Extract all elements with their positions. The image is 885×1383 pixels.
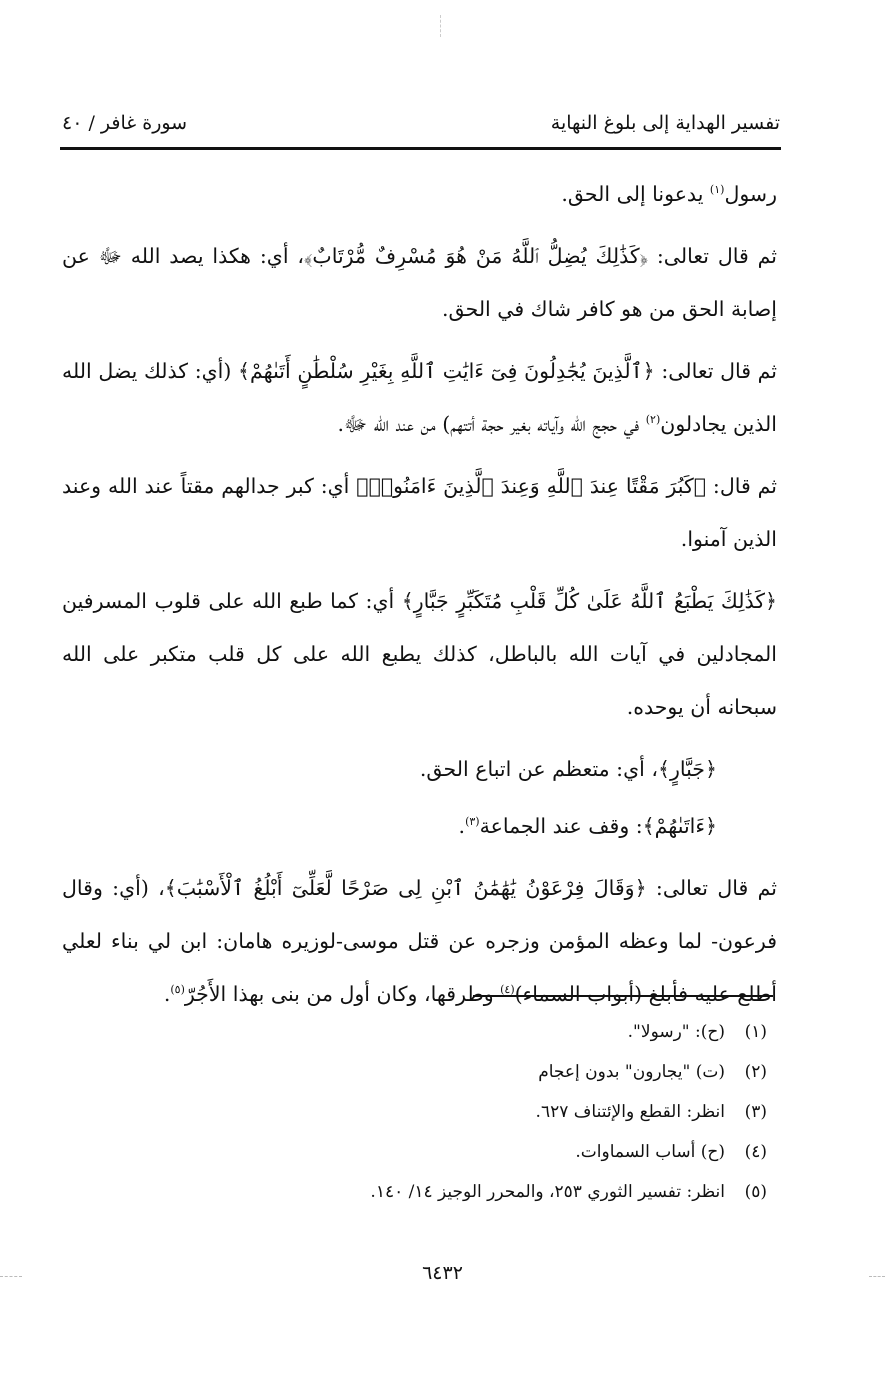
footnote-text: انظر: القطع والإئتناف ٦٢٧.: [535, 1102, 725, 1122]
quran-verse: ﴿كَذَٰلِكَ يَطْبَعُ ٱللَّهُ عَلَىٰ كُلِّ قَلْبِ مُتَكَبِّرٍ جَبَّارٍ﴾: [401, 589, 777, 613]
paragraph: ثم قال تعالى: ﴿وَقَالَ فِرْعَوْنُ يَٰهَٰمَٰنُ ٱبْنِ لِى صَرْحًا لَّعَلِّىٓ أَبْلُغُ ٱلْأَسْبَٰبَ﴾، (أي: وقال فرعون- لما وعظه المؤمن وزجره عن قتل موسى-لوزيره هامان: ابن لي بناء لعلي أطلع عليه فأبلغ (أبواب السماء)$^{(٤)}$ وطرقها، وكان أول من بنى بهذا الأَجُرّ$^{(٥)}$.: [62, 876, 777, 1006]
footnote-separator: [473, 995, 773, 997]
scan-mark-right: [869, 1276, 885, 1277]
sura-label: سورة غافر / ٤٠: [62, 112, 188, 134]
footnote: [207, 1012, 767, 1052]
paragraph: رسول$^{(١)}$ يدعونا إلى الحق.: [561, 182, 777, 206]
footnote: [207, 1132, 767, 1172]
paragraph: ﴿كَذَٰلِكَ يَطْبَعُ ٱللَّهُ عَلَىٰ كُلِّ قَلْبِ مُتَكَبِّرٍ جَبَّارٍ﴾ أي: كما طبع الله على قلوب المسرفين المجادلين في آيات الله بالباطل، كذلك يطبع الله على كل قلب متكبر على الله سبحانه أن يوحده.: [62, 589, 777, 719]
footnote-number: (٤): [744, 1142, 767, 1162]
paragraph: ثم قال: ﴿كَبُرَ مَقْتًا عِندَ ٱللَّهِ وَعِندَ ٱلَّذِينَ ءَامَنُوا۟﴾ أي: كبر جدالهم مقتاً عند الله وعند الذين آمنوا.: [62, 474, 778, 551]
paragraph: ثم قال تعالى: ﴿كَذَٰلِكَ يُضِلُّ ٱللَّهُ مَنْ هُوَ مُسْرِفٌ مُّرْتَابٌ﴾، أي: هكذا يصد الله ﷻ عن إصابة الحق من هو كافر شاك في الحق.: [62, 244, 778, 321]
footnote-text: (ح) أساب السماوات.: [575, 1142, 725, 1162]
footnote-text: (ت) "يجارون" بدون إعجام: [538, 1062, 725, 1082]
footnote: [207, 1092, 767, 1132]
footnote-number: (٥): [744, 1182, 767, 1202]
paragraph: ﴿ءَاتَىٰهُمْ﴾: وقف عند الجماعة$^{(٣)}$.: [458, 814, 717, 838]
footnote-text: (ح): "رسولا".: [627, 1022, 725, 1042]
paragraph: ثم قال تعالى: ﴿ٱلَّذِينَ يُجَٰدِلُونَ فِىٓ ءَايَٰتِ ٱللَّهِ بِغَيْرِ سُلْطَٰنٍ أَتَىٰهُمْ﴾ (أي: كذلك يضل الله الذين يجادلون$^{(٢)}$ في حجج الله وآياته بغير حجة أتتهم) من عند الله ﷻ.: [62, 359, 778, 436]
quran-verse: ﴿جَبَّارٍ﴾: [657, 757, 717, 781]
page-number: ٦٤٣٢: [422, 1262, 463, 1284]
quran-verse: ﴿كَبُرَ مَقْتًا عِندَ ٱللَّهِ وَعِندَ ٱلَّذِينَ ءَامَنُوا۟﴾: [356, 474, 707, 498]
paragraph: ﴿جَبَّارٍ﴾، أي: متعظم عن اتباع الحق.: [419, 757, 717, 781]
scan-mark-left: [0, 1276, 22, 1277]
footnote: [207, 1052, 767, 1092]
footnote-text: انظر: تفسير الثوري ٢٥٣، والمحرر الوجيز ١٤/ ١٤٠.: [370, 1182, 725, 1202]
quran-verse: ﴿ءَاتَىٰهُمْ﴾: [642, 814, 717, 838]
footnote-number: (١): [744, 1022, 767, 1042]
footnote: [207, 1172, 767, 1212]
footnote-number: (٢): [744, 1062, 767, 1082]
footnote-ref: (١): [709, 183, 725, 197]
quran-verse: ﴿ٱلَّذِينَ يُجَٰدِلُونَ فِىٓ ءَايَٰتِ ٱللَّهِ بِغَيْرِ سُلْطَٰنٍ أَتَىٰهُمْ﴾: [238, 359, 655, 383]
footnote-ref: (٤): [500, 983, 515, 997]
body-text: [62, 168, 777, 1030]
quran-verse: ﴿وَقَالَ فِرْعَوْنُ يَٰهَٰمَٰنُ ٱبْنِ لِى صَرْحًا لَّعَلِّىٓ أَبْلُغُ ٱلْأَسْبَٰبَ﴾: [164, 876, 647, 900]
header-rule: [60, 147, 781, 150]
footnote-ref: (٣): [465, 815, 480, 829]
scan-mark-top: [440, 15, 441, 37]
footnote-number: (٣): [744, 1102, 767, 1122]
footnotes: [207, 1012, 767, 1212]
book-title: تفسير الهداية إلى بلوغ النهاية: [550, 112, 780, 134]
quran-verse: ﴿كَذَٰلِكَ يُضِلُّ ٱللَّهُ مَنْ هُوَ مُسْرِفٌ مُّرْتَابٌ﴾: [304, 244, 649, 268]
footnote-ref: (٥): [170, 983, 185, 997]
footnote-ref: (٢): [645, 413, 661, 427]
running-header: [62, 112, 780, 144]
